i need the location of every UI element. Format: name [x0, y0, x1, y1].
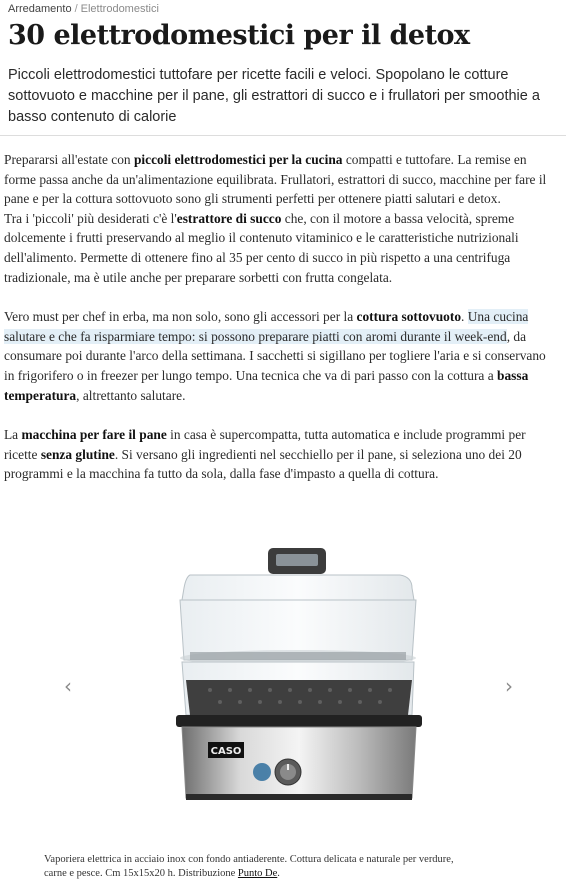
paragraph-4: La macchina per fare il pane in casa è supercompatta, tutta automatica e include programmi per ricette senza glutine. Si versano gli ingredienti nel secchiello per il pane, si seleziona uno dei 20 programmi e la macchina fa tutto da sola, dalla fase d'impasto a quella di cottura. — [4, 427, 526, 482]
steamer-illustration — [40, 530, 530, 850]
breadcrumb-separator: / — [74, 3, 78, 15]
bold-phrase: bassa temperatura — [4, 367, 529, 403]
bold-phrase: macchina per fare il pane — [21, 427, 167, 443]
bold-phrase: cottura sottovuoto — [356, 309, 462, 325]
article-title: 30 elettrodomestici per il detox — [8, 20, 470, 51]
product-image — [40, 530, 530, 850]
image-caption: Vaporiera elettrica in acciaio inox con fondo antiaderente. Cottura delicata e naturale per verdure, carne e pesce. Cm 15x15x20 h. Distribuzione Punto De. — [44, 854, 454, 879]
gallery-next-button[interactable] — [505, 674, 513, 698]
bold-phrase: senza glutine — [40, 446, 115, 462]
chevron-left-icon: ‹ — [64, 674, 72, 698]
article-body — [4, 150, 557, 504]
bold-phrase: piccoli elettrodomestici per la cucina — [133, 152, 343, 167]
brand-label: CASO — [210, 746, 242, 757]
article-subtitle: Piccoli elettrodomestici tuttofare per ricette facili e veloci. Spopolano le cotture sottovuoto e macchine per il pane, gli estrattori di succo e i frullatori per smoothie a basso contenuto di calorie — [8, 67, 540, 125]
breadcrumb-section-link[interactable]: Arredamento — [8, 3, 72, 15]
gallery-prev-button[interactable] — [64, 674, 72, 698]
highlighted-text: Una cucina salutare e che fa risparmiare tempo: si possono preparare piatti con aromi durante il week-end — [4, 309, 529, 344]
breadcrumb-current-link[interactable]: Elettrodomestici — [80, 3, 159, 15]
breadcrumb — [8, 3, 159, 15]
bold-phrase: estrattore di succo — [176, 210, 282, 226]
paragraph-1: Prepararsi all'estate con piccoli elettrodomestici per la cucina compatti e tuttofare. La remise en forme passa anche da un'alimentazione equilibrata. Frullatori, estrattori di succo, macchine per fare il pane e per la cottura sottovuoto sono gli strumenti perfetti per ottenere piatti salutari e detox. — [4, 152, 547, 207]
chevron-right-icon: › — [505, 674, 513, 698]
divider — [0, 135, 566, 136]
paragraph-3: Vero must per chef in erba, ma non solo, sono gli accessori per la cottura sottovuoto. Una cucina salutare e che fa risparmiare tempo: si possono preparare piatti con aromi durante il week-end, da consumare poi durante l'arco della settimana. I sacchetti si sigillano per togliere l'aria e si conservano in frigorifero o in freezer per lungo tempo. Una tecnica che va di pari passo con la cottura a bassa temperatura, altrettanto salutare. — [4, 309, 546, 403]
distributor-link[interactable]: Punto De — [237, 868, 278, 879]
paragraph-2: Tra i 'piccoli' più desiderati c'è l'estrattore di succo che, con il motore a bassa velocità, spreme dolcemente i frutti preservando al meglio il contenuto vitaminico e le caratteristiche nutrizionali dell'alimento. Permette di ottenere fino al 35 per cento di succo in più rispetto a una centrifuga tradizionale, ma è utile anche per preparare sorbetti con frutta congelata. — [4, 210, 519, 285]
